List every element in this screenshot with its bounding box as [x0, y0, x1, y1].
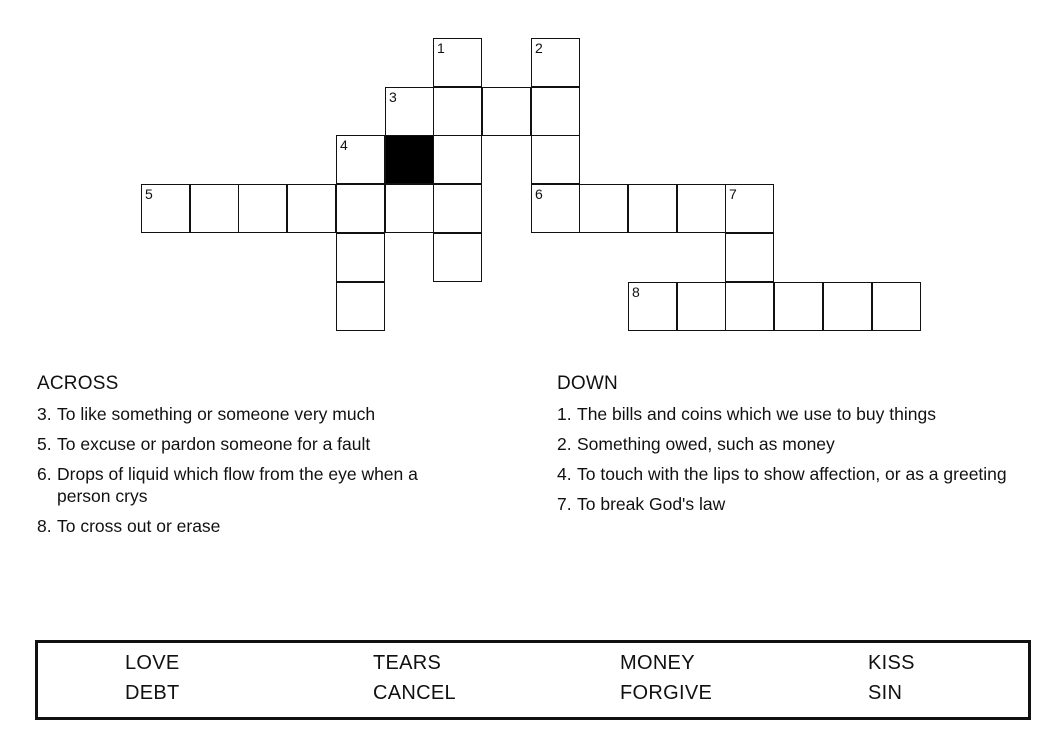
crossword-cell[interactable] [531, 135, 580, 184]
cell-number: 4 [340, 137, 348, 153]
clue-number: 7. [557, 494, 572, 514]
crossword-cell[interactable] [725, 184, 774, 233]
crossword-cell[interactable] [385, 87, 434, 136]
word-bank-word: CANCEL [373, 682, 456, 704]
clue-number: 1. [557, 404, 572, 424]
crossword-cell[interactable] [433, 135, 482, 184]
clue-text: To like something or someone very much [57, 404, 376, 424]
word-bank-word: FORGIVE [620, 682, 713, 704]
across-clue [37, 403, 507, 425]
word-bank-word: LOVE [125, 652, 180, 674]
crossword-cell[interactable] [725, 282, 774, 331]
down-clue [557, 493, 1027, 515]
crossword-cell[interactable] [725, 233, 774, 282]
crossword-cell[interactable] [141, 184, 190, 233]
crossword-cell[interactable] [336, 282, 385, 331]
cell-number: 7 [729, 186, 737, 202]
cell-number: 1 [437, 40, 445, 56]
cell-number: 8 [632, 284, 640, 300]
crossword-cell[interactable] [823, 282, 872, 331]
clue-text: To cross out or erase [57, 516, 221, 536]
clue-text: Drops of liquid which flow from the eye when a person crys [57, 464, 418, 506]
down-clue [557, 463, 1027, 485]
crossword-cell[interactable] [238, 184, 287, 233]
crossword-cell[interactable] [336, 184, 385, 233]
crossword-cell[interactable] [872, 282, 921, 331]
cell-number: 6 [535, 186, 543, 202]
crossword-cell[interactable] [433, 184, 482, 233]
cell-number: 2 [535, 40, 543, 56]
crossword-cell[interactable] [433, 233, 482, 282]
down-heading: DOWN [557, 373, 618, 394]
cell-number: 5 [145, 186, 153, 202]
down-clues [557, 372, 1027, 523]
crossword-block-cell [385, 135, 434, 184]
clue-number: 3. [37, 404, 52, 424]
word-bank-word: MONEY [620, 652, 695, 674]
clue-text: Something owed, such as money [577, 434, 835, 454]
crossword-cell[interactable] [287, 184, 336, 233]
cell-number: 3 [389, 89, 397, 105]
across-clues [37, 372, 507, 545]
crossword-cell[interactable] [677, 184, 726, 233]
word-bank-word: DEBT [125, 682, 180, 704]
crossword-cell[interactable] [433, 87, 482, 136]
down-clue [557, 433, 1027, 455]
crossword-cell[interactable] [774, 282, 823, 331]
crossword-cell[interactable] [628, 184, 677, 233]
clue-number: 6. [37, 464, 52, 484]
crossword-cell[interactable] [531, 184, 580, 233]
crossword-cell[interactable] [677, 282, 726, 331]
across-clue [37, 433, 507, 455]
crossword-cell[interactable] [190, 184, 239, 233]
word-bank-word: SIN [868, 682, 903, 704]
clue-number: 5. [37, 434, 52, 454]
down-clue [557, 403, 1027, 425]
word-bank-word: KISS [868, 652, 915, 674]
clue-number: 8. [37, 516, 52, 536]
across-clue [37, 515, 507, 537]
crossword-cell[interactable] [482, 87, 531, 136]
clue-text: To break God's law [577, 494, 726, 514]
crossword-cell[interactable] [336, 233, 385, 282]
crossword-cell[interactable] [385, 184, 434, 233]
across-heading: ACROSS [37, 373, 119, 394]
clue-number: 4. [557, 464, 572, 484]
clue-text: To touch with the lips to show affection, or as a greeting [577, 464, 1007, 484]
clue-text: The bills and coins which we use to buy things [577, 404, 936, 424]
across-clue [37, 463, 507, 507]
crossword-cell[interactable] [531, 87, 580, 136]
word-bank-word: TEARS [373, 652, 442, 674]
crossword-cell[interactable] [628, 282, 677, 331]
clue-number: 2. [557, 434, 572, 454]
crossword-grid [0, 0, 1046, 340]
crossword-cell[interactable] [433, 38, 482, 87]
crossword-cell[interactable] [579, 184, 628, 233]
crossword-cell[interactable] [531, 38, 580, 87]
crossword-cell[interactable] [336, 135, 385, 184]
clue-text: To excuse or pardon someone for a fault [57, 434, 371, 454]
word-bank [35, 640, 1031, 720]
